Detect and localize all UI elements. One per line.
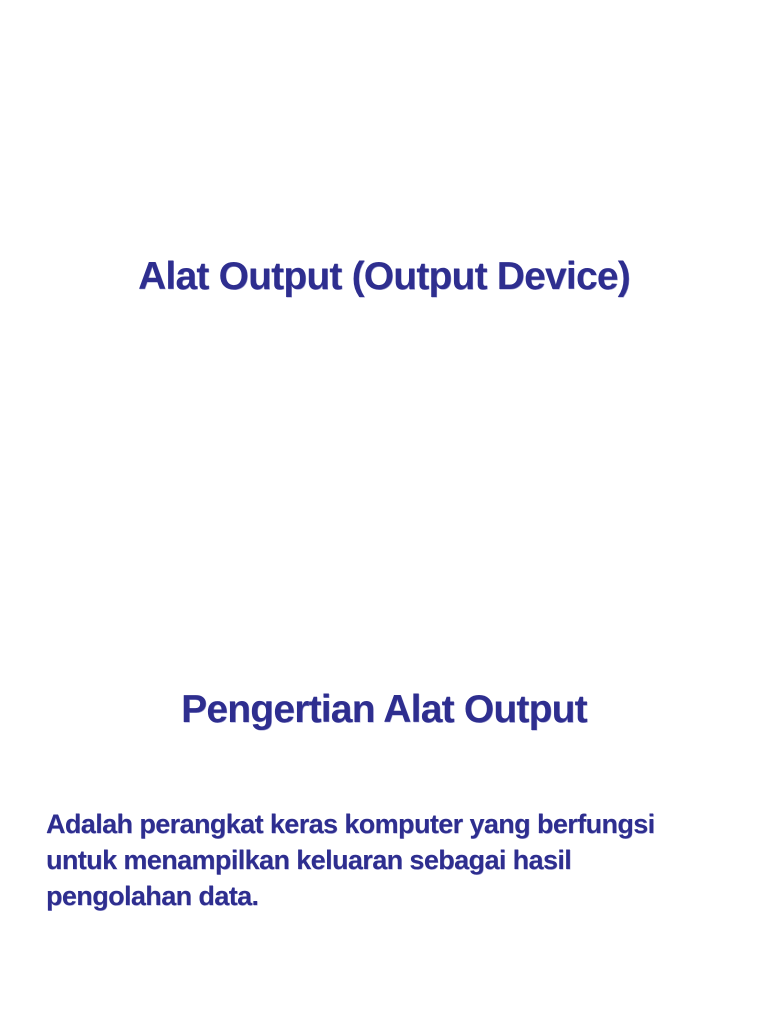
paragraph-line-3: pengolahan data. — [46, 881, 259, 911]
slide-title: Alat Output (Output Device) — [138, 255, 630, 298]
definition-paragraph — [46, 806, 706, 914]
section-heading: Pengertian Alat Output — [181, 688, 587, 731]
paragraph-line-1: Adalah perangkat keras komputer yang berfungsi — [46, 809, 655, 839]
paragraph-line-2: untuk menampilkan keluaran sebagai hasil — [46, 845, 572, 875]
